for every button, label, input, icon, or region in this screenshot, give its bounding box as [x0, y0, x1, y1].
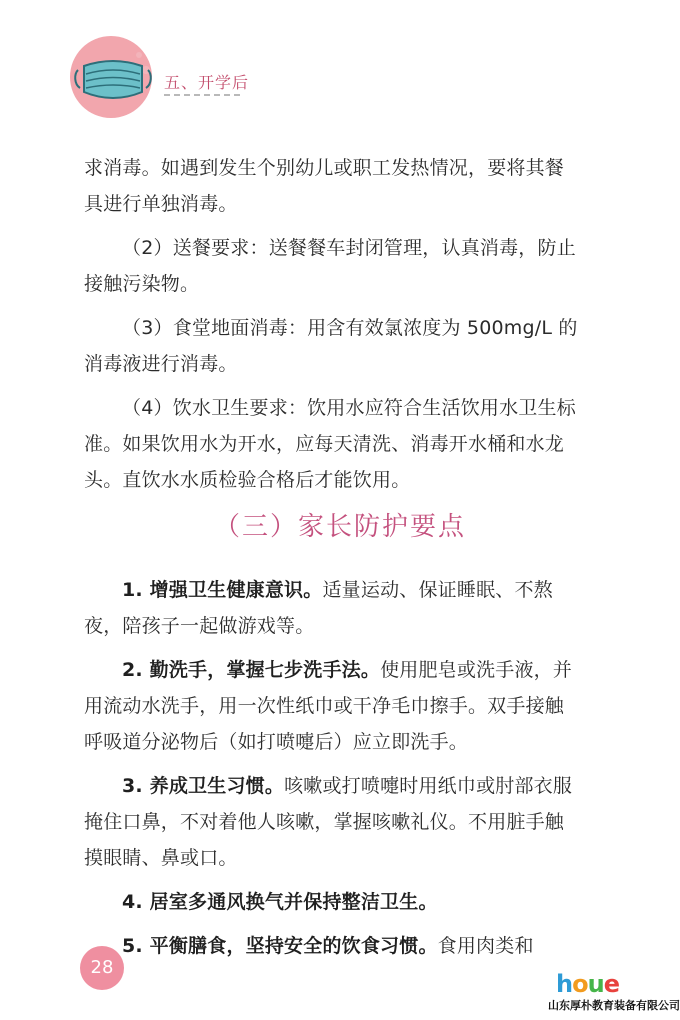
logo-letter: u: [587, 970, 604, 998]
page-number-badge: 28: [80, 946, 124, 990]
item-lead: 3. 养成卫生习惯。: [122, 775, 285, 797]
item-lead: 5. 平衡膳食，坚持安全的饮食习惯。: [122, 935, 438, 957]
list-item: [84, 652, 580, 760]
list-item: [84, 768, 580, 876]
item-lead: 4. 居室多通风换气并保持整洁卫生。: [122, 891, 438, 913]
list-item: [84, 928, 580, 964]
logo-letter: h: [556, 970, 573, 998]
item-text: 使用肥皂或洗手液，并用流动水洗手，用一次性纸巾或干净毛巾擦手。双手接触呼吸道分泌物后（如打喷嚏后）应立即洗手。: [84, 659, 573, 753]
title-divider: [164, 94, 240, 96]
paragraph: （3）食堂地面消毒：用含有效氯浓度为 500mg/L 的消毒液进行消毒。: [84, 317, 578, 375]
paragraph: 求消毒。如遇到发生个别幼儿或职工发热情况，要将其餐具进行单独消毒。: [84, 157, 565, 215]
body-items: [84, 572, 580, 964]
chapter-title: 五、开学后: [164, 73, 250, 92]
company-name: 山东厚朴教育装备有限公司: [548, 999, 680, 1012]
item-lead: 1. 增强卫生健康意识。: [122, 579, 323, 601]
paragraph: （2）送餐要求：送餐餐车封闭管理，认真消毒，防止接触污染物。: [84, 237, 576, 295]
section-title: （三）家长防护要点: [213, 512, 466, 542]
chapter-header: [70, 36, 290, 116]
item-text: 食用肉类和: [437, 935, 534, 957]
logo-letter: e: [603, 970, 619, 998]
logo-wordmark: [556, 970, 619, 998]
body-top: [84, 150, 580, 498]
item-text: 咳嗽或打喷嚏时用纸巾或肘部衣服掩住口鼻，不对着他人咳嗽，掌握咳嗽礼仪。不用脏手触摸眼睛、鼻或口。: [84, 775, 573, 869]
item-text: 适量运动、保证睡眠、不熬夜，陪孩子一起做游戏等。: [84, 579, 553, 637]
paragraph: （4）饮水卫生要求：饮用水应符合生活饮用水卫生标准。如果饮用水为开水，应每天清洗、消毒开水桶和水龙头。直饮水水质检验合格后才能饮用。: [84, 397, 576, 491]
face-mask-icon: [72, 58, 154, 102]
logo-letter: o: [572, 970, 588, 998]
list-item: [84, 572, 580, 644]
item-lead: 2. 勤洗手，掌握七步洗手法。: [122, 659, 381, 681]
list-item: [84, 884, 580, 920]
company-logo: [548, 970, 680, 1016]
